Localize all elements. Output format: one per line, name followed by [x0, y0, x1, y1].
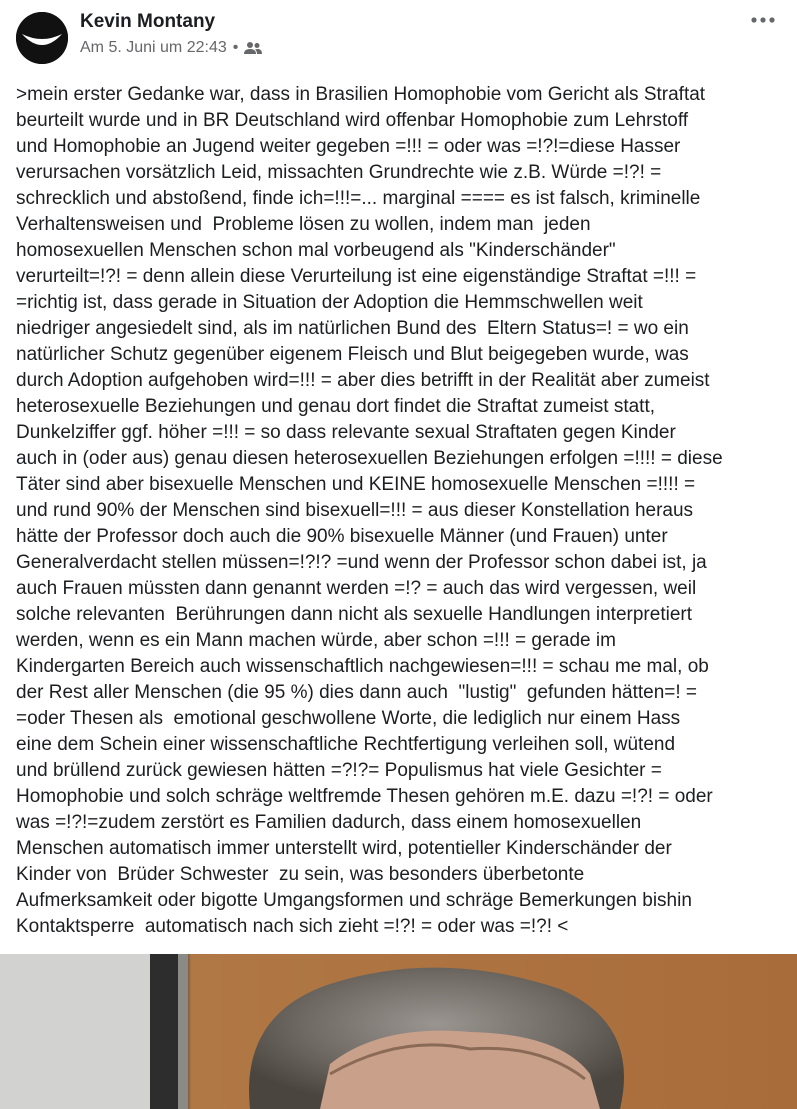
post-text-line: werden, wenn es ein Mann machen würde, aber schon =!!! = gerade im — [16, 630, 616, 651]
post-text-line: Verhaltensweisen und Probleme lösen zu wollen, indem man jeden — [16, 214, 591, 235]
more-options-button[interactable] — [749, 10, 777, 30]
more-horizontal-icon — [751, 17, 775, 23]
post-text-line: eine dem Schein einer wissenschaftliche Rechtfertigung verleihen soll, wütend — [16, 734, 676, 755]
post-text-line: schrecklich und abstoßend, finde ich=!!!=... marginal ==== es ist falsch, kriminelle — [16, 188, 701, 209]
post-text-line: Kinder von Brüder Schwester zu sein, was besonders überbetonte — [16, 864, 585, 885]
post-meta — [80, 38, 262, 58]
post-text-line: Homophobie und solch schräge weltfremde Thesen gehören m.E. dazu =!?! = oder — [16, 786, 713, 807]
post-text-line: Kontaktsperre automatisch nach sich zieht =!?! = oder was =!?! < — [16, 916, 569, 937]
friends-icon[interactable] — [244, 41, 262, 55]
post-text-line: Dunkelziffer ggf. höher =!!! = so dass relevante sexual Straftaten gegen Kinder — [16, 422, 676, 443]
post-text-line: solche relevanten Berührungen dann nicht als sexuelle Handlungen interpretiert — [16, 604, 692, 625]
post-timestamp[interactable]: Am 5. Juni um 22:43 — [80, 39, 227, 56]
post-text-line: homosexuellen Menschen schon mal vorbeugend als "Kinderschänder" — [16, 240, 616, 261]
post-header — [0, 0, 797, 70]
post-text-line: niedriger angesiedelt sind, als im natürlichen Bund des Eltern Status=! = wo ein — [16, 318, 689, 339]
post-text-line: Menschen automatisch immer unterstellt wird, potentieller Kinderschänder der — [16, 838, 672, 859]
post-text-line: heterosexuelle Beziehungen und genau dort findet die Straftat zumeist statt, — [16, 396, 656, 417]
meta-separator: • — [232, 39, 239, 56]
post-text-line: Täter sind aber bisexuelle Menschen und KEINE homosexuelle Menschen =!!!! = — [16, 474, 696, 495]
post-text-line: durch Adoption aufgehoben wird=!!! = aber dies betrifft in der Realität aber zumeist — [16, 370, 710, 391]
post-text-line: und rund 90% der Menschen sind bisexuell=!!! = aus dieser Konstellation heraus — [16, 500, 694, 521]
post-text-line: verursachen vorsätzlich Leid, missachten Grundrechte wie z.B. Würde =!?! = — [16, 162, 662, 183]
post-text-line: der Rest aller Menschen (die 95 %) dies dann auch "lustig" gefunden hätten=! = — [16, 682, 698, 703]
portrait-photo-icon — [0, 954, 797, 1109]
post-text-line: auch in (oder aus) genau diesen heterosexuellen Beziehungen erfolgen =!!!! = diese — [16, 448, 723, 469]
author-name[interactable]: Kevin Montany — [80, 11, 216, 32]
post-text-line: natürlicher Schutz gegenüber eigenem Fleisch und Blut beigegeben wurde, was — [16, 344, 689, 365]
post-text-line: und brüllend zurück gewiesen hätten =?!?= Populismus hat viele Gesichter = — [16, 760, 662, 781]
post-text-line: =richtig ist, dass gerade in Situation der Adoption die Hemmschwellen weit — [16, 292, 643, 313]
post-text-line: Generalverdacht stellen müssen=!?!? =und wenn der Professor schon dabei ist, ja — [16, 552, 707, 573]
post-text-line: Aufmerksamkeit oder bigotte Umgangsformen und schräge Bemerkungen bishin — [16, 890, 692, 911]
avatar[interactable] — [16, 12, 68, 64]
post-text-line: =oder Thesen als emotional geschwollene Worte, die lediglich nur einem Hass — [16, 708, 681, 729]
post-text-line: Kindergarten Bereich auch wissenschaftlich nachgewiesen=!!! = schau me mal, ob — [16, 656, 709, 677]
avatar-logo-icon — [16, 12, 68, 64]
post-text-line: >mein erster Gedanke war, dass in Brasilien Homophobie vom Gericht als Straftat — [16, 84, 706, 105]
post-text — [16, 82, 784, 940]
post-text-line: was =!?!=zudem zerstört es Familien dadurch, dass einem homosexuellen — [16, 812, 642, 833]
post-text-line: verurteilt=!?! = denn allein diese Verurteilung ist eine eigenständige Straftat =!!! = — [16, 266, 697, 287]
post-text-line: hätte der Professor doch auch die 90% bisexuelle Männer (und Frauen) unter — [16, 526, 668, 547]
post-text-line: beurteilt wurde und in BR Deutschland wird offenbar Homophobie zum Lehrstoff — [16, 110, 689, 131]
post-photo[interactable] — [0, 954, 797, 1109]
post-text-line: und Homophobie an Jugend weiter gegeben =!!! = oder was =!?!=diese Hasser — [16, 136, 681, 157]
post-text-line: auch Frauen müssten dann genannt werden =!? = auch das wird vergessen, weil — [16, 578, 697, 599]
